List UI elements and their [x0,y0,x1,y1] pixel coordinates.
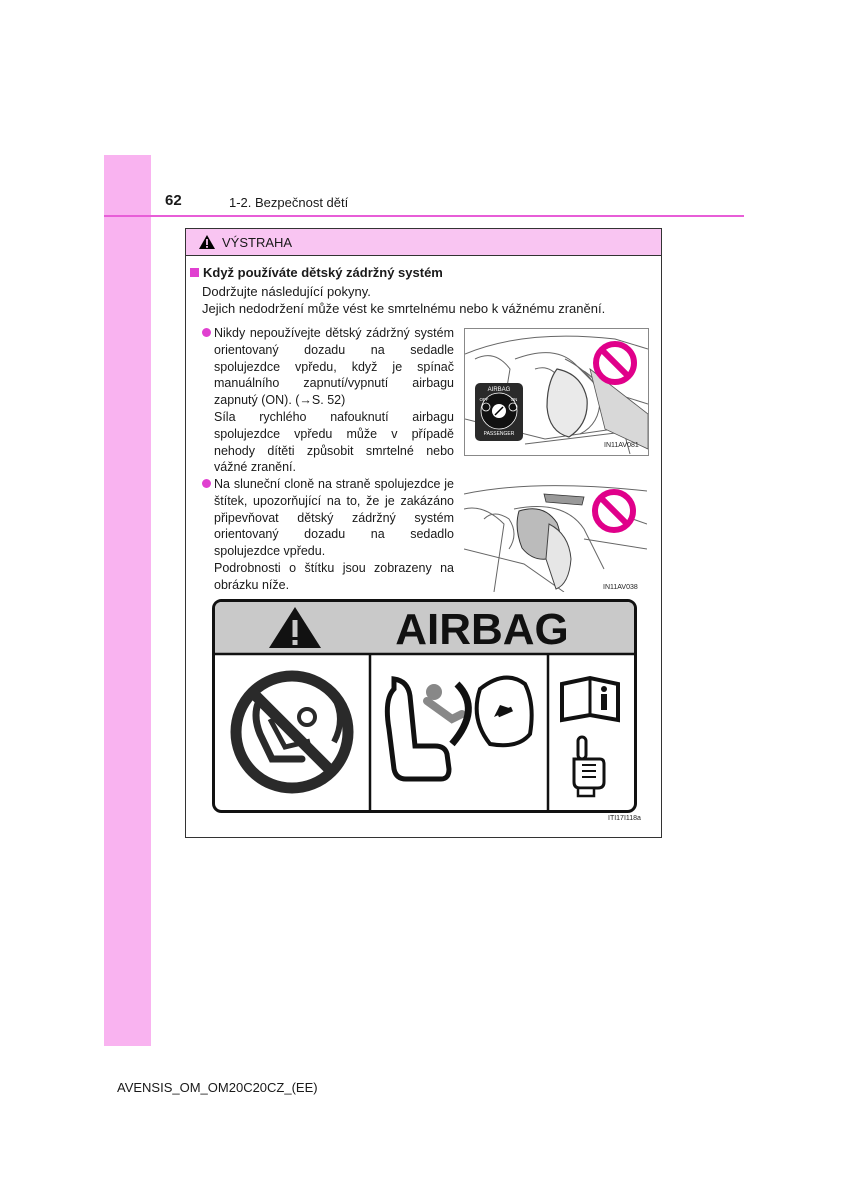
airbag-label-text: AIRBAG [395,605,569,654]
switch-on-label: ON [510,397,518,402]
warning-intro [202,283,605,317]
switch-bottom-label: PASSENGER [483,431,515,437]
footer-doc-code: AVENSIS_OM_OM20C20CZ_(EE) [117,1080,318,1095]
switch-off-label: OFF [479,397,489,402]
bullet-2-text-2: Podrobnosti o štítku jsou zobrazeny na obrázku níže. [214,560,454,592]
car-interior-visor-illustration [464,479,647,592]
airbag-label-illustration [212,599,637,814]
illustration-airbag-switch [464,328,649,456]
square-bullet-icon [190,268,199,277]
bullet-2-text-1: Na sluneční cloně na straně spolujezdce je štítek, upozorňující na to, že je zakázáno připevňovat dětský zádržný systém orientovaný dozadu na sedadlo spolujezdce vpředu. [214,477,454,559]
illustration-sun-visor [464,479,647,592]
no-rear-facing-seat-icon [236,676,348,788]
bullet-1 [202,325,454,476]
car-interior-switch-illustration [465,329,648,455]
manual-book-icon [562,678,618,720]
page-number: 62 [165,192,182,209]
side-tab-bar [104,155,151,1046]
warning-heading [190,265,443,280]
warning-heading-text: Když používáte dětský zádržný systém [203,265,443,280]
round-bullet-icon [202,479,211,488]
prohibition-icon [596,344,634,382]
section-title: 1-2. Bezpečnost dětí [229,195,349,210]
warning-box [185,228,662,838]
intro-line-2: Jejich nedodržení může vést ke smrtelnému nebo k vážnému zranění. [202,301,606,316]
label-code: ITI17I118a [608,815,641,822]
round-bullet-icon [202,328,211,337]
header-rule [104,215,744,217]
bullet-2 [202,476,454,594]
warning-triangle-icon [198,234,216,250]
bullet-1-text-1: Nikdy nepoužívejte dětský zádržný systém orientovaný dozadu na sedadle spolujezdce vpředu, když je spínač manuálního zapnutí/vypnutí airbagu zapnutý (ON). (→S. 52) [214,326,454,408]
prohibition-icon [595,492,633,530]
warning-header [186,229,661,256]
illustration-1-code: IN11AV081 [604,442,639,449]
warning-title: VÝSTRAHA [222,234,293,250]
switch-top-label: AIRBAG [487,387,511,393]
airbag-warning-label [212,599,637,814]
bullet-1-text-2: Síla rychlého nafouknutí airbagu spolujezdce vpředu může v případě nehody dítěti způsobit smrtelné nebo vážné zranění. [214,409,454,475]
intro-line-1: Dodržujte následující pokyny. [202,284,371,299]
illustration-2-code: IN11AV038 [603,584,638,591]
